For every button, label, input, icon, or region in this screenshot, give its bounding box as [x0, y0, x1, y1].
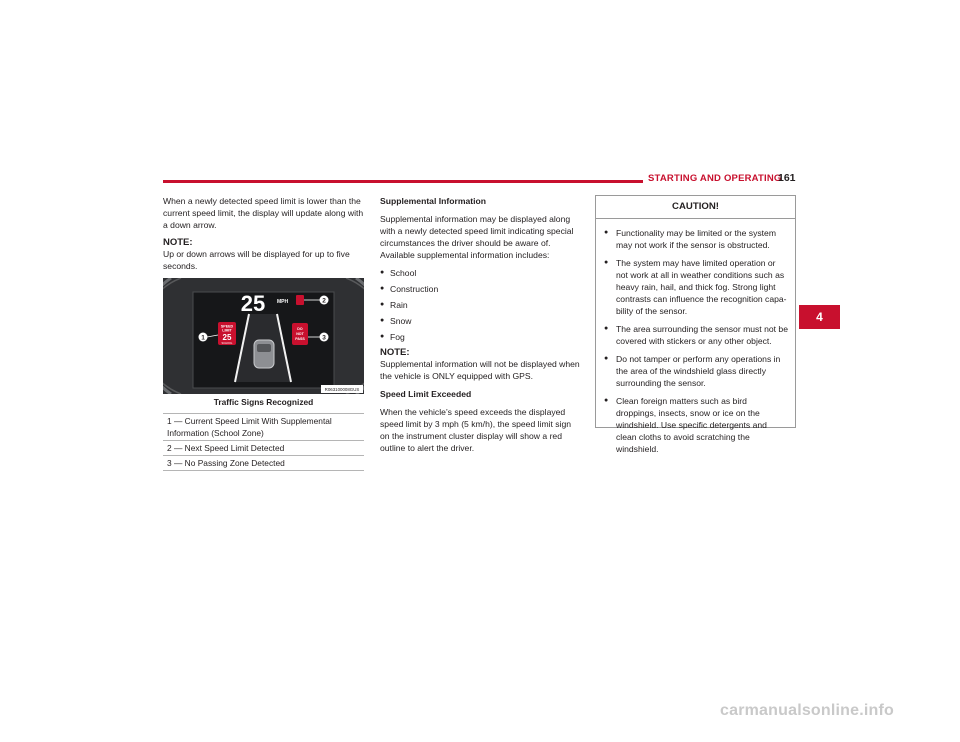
speed-exceeded-heading: Speed Limit Exceeded	[380, 389, 472, 399]
supplemental-heading: Supplemental Information	[380, 196, 486, 206]
chapter-tab: 4	[799, 305, 840, 329]
sign1-line1: SPEED	[220, 324, 234, 329]
left-column	[163, 195, 368, 278]
list-item: ● Snow	[380, 315, 580, 327]
note-text: Up or down arrows will be displayed for up to five seconds.	[163, 249, 350, 271]
caution-item: ● Clean foreign matters such as bird droppings, insects, snow or ice on the windshield. Use specific detergents and clean cloths to avoid scratching the windshield.	[604, 395, 789, 455]
note-heading: NOTE:	[163, 237, 193, 248]
watermark: carmanualsonline.info	[720, 702, 895, 719]
speed-exceeded-paragraph: When the vehicle’s speed exceeds the displayed speed limit by 3 mph (5 km/h), the speed limit sign on the instrument cluster display will show a red outline to alert the driver.	[380, 407, 572, 453]
sign3-line2: NOT	[296, 332, 304, 336]
callout-1-label: 1	[201, 334, 205, 342]
supplemental-paragraph: Supplemental information may be displayed along with a newly detected speed limit indicating special circumstances the driver should be aware of. Available supplemental information includes:	[380, 214, 574, 260]
sign1-value: 25	[222, 333, 232, 342]
sign3-line3: PASS	[295, 337, 305, 341]
list-item: ● Construction	[380, 283, 580, 295]
list-item: ● Fog	[380, 331, 580, 343]
sign1-sub: SCHOOL	[221, 341, 233, 345]
legend-row: 2 — Next Speed Limit Detected	[163, 440, 364, 455]
caution-item: ● The system may have limited operation or not work at all in weather conditions such as heavy rain, hail, and thick fog. Strong light contrasts can influence the recognition capa-bility of the sensor.	[604, 257, 789, 317]
list-item: ● Rain	[380, 299, 580, 311]
caution-item: ● Do not tamper or perform any operations in the area of the windshield glass directly surrounding the sensor.	[604, 353, 789, 389]
figure-caption: Traffic Signs Recognized	[213, 397, 314, 407]
section-title: STARTING AND OPERATING	[648, 173, 782, 184]
next-limit-sign	[296, 295, 304, 305]
caution-item: ● The area surrounding the sensor must not be covered with stickers or any other object.	[604, 323, 789, 347]
caution-item: ● Functionality may be limited or the system may not work if the sensor is obstructed.	[604, 227, 789, 251]
figure-legend	[163, 413, 364, 471]
sign3-line1: DO	[297, 327, 303, 331]
note-text: Supplemental information will not be displayed when the vehicle is ONLY equipped with GPS.	[380, 359, 580, 381]
middle-column	[380, 195, 580, 460]
intro-paragraph: When a newly detected speed limit is lower than the current speed limit, the display will update along with a down arrow.	[163, 196, 364, 230]
caution-title: CAUTION!	[596, 196, 795, 219]
note-heading: NOTE:	[380, 347, 410, 358]
traffic-signs-figure	[163, 278, 364, 394]
legend-row: 1 — Current Speed Limit With Supplemental Information (School Zone)	[163, 413, 364, 440]
supplemental-list	[380, 267, 580, 343]
sign1-line2: LIMIT	[222, 328, 232, 333]
speed-unit: MPH	[277, 299, 289, 305]
image-code: R063100008GUS	[324, 387, 360, 392]
caution-box	[595, 195, 796, 454]
callout-3-label: 3	[322, 334, 326, 342]
header-rule	[163, 180, 643, 183]
list-item: ● School	[380, 267, 580, 279]
callout-2-label: 2	[322, 297, 326, 305]
cluster-illustration	[163, 278, 364, 394]
page-number: 161	[778, 172, 796, 184]
legend-row: 3 — No Passing Zone Detected	[163, 455, 364, 471]
caution-list	[596, 219, 795, 455]
speed-readout: 25	[240, 291, 266, 316]
